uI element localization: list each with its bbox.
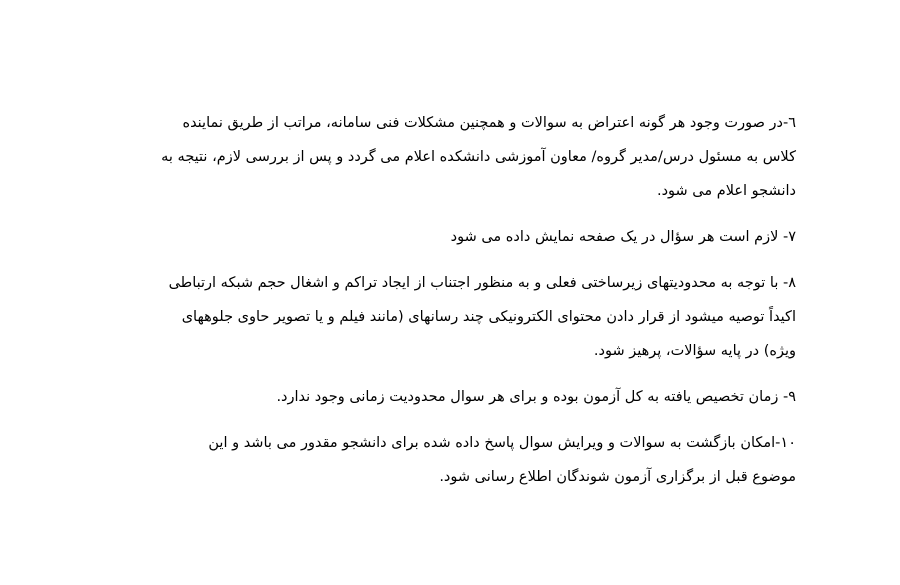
paragraph-item-9 — [104, 380, 796, 414]
paragraph-item-10 — [104, 426, 796, 494]
paragraph-item-7 — [104, 220, 796, 254]
paragraph-line: ٨- با توجه به محدودیتهای زیرساختی فعلی و به منظور اجتناب از ایجاد تراکم و اشغال حجم شبکه ارتباطی — [168, 275, 796, 291]
paragraph-line: ٦-در صورت وجود هر گونه اعتراض به سوالات و همچنین مشکلات فنی سامانه، مراتب از طریق نماینده — [182, 115, 796, 131]
paragraph-line: کلاس به مسئول درس/مدیر گروه/ معاون آموزشی دانشکده اعلام می گردد و پس از بررسی لازم، نتیجه به — [161, 149, 796, 165]
paragraph-line: ٩- زمان تخصیص یافته به کل آزمون بوده و برای هر سوال محدودیت زمانی وجود ندارد. — [276, 389, 796, 405]
paragraph-item-8 — [104, 266, 796, 368]
paragraph-line: ٧- لازم است هر سؤال در یک صفحه نمایش داده می شود — [450, 229, 796, 245]
paragraph-line: اکیداً توصیه میشود از قرار دادن محتوای الکترونیکی چند رسانهای (مانند فیلم و یا تصویر حاوی جلوههای — [181, 309, 796, 325]
paragraph-item-6 — [104, 106, 796, 208]
paragraph-line: ویژه) در پایه سؤالات، پرهیز شود. — [593, 343, 796, 359]
paragraph-line: موضوع قبل از برگزاری آزمون شوندگان اطلاع رسانی شود. — [439, 469, 796, 485]
paragraph-line: دانشجو اعلام می شود. — [656, 183, 796, 199]
paragraph-line: ١٠-امکان بازگشت به سوالات و ویرایش سوال پاسخ داده شده برای دانشجو مقدور می باشد و این — [208, 435, 796, 451]
document-page — [104, 106, 796, 506]
